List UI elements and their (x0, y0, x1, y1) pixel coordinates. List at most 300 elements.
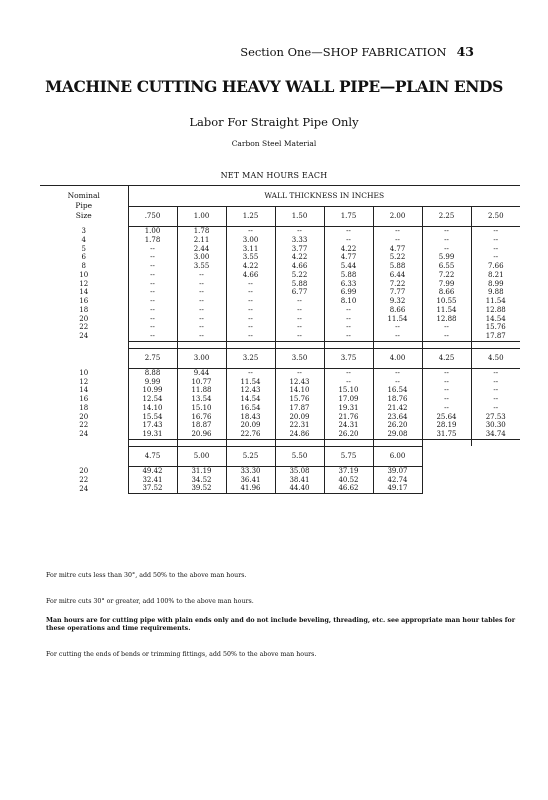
man-hours-cell: 4.22 (226, 262, 275, 271)
man-hours-cell: -- (150, 314, 155, 323)
man-hours-cell: -- (275, 306, 324, 315)
man-hours-cell: -- (275, 297, 324, 306)
thickness-header-cell: 4.00 (373, 348, 422, 368)
thickness-header-cell: 4.75 (128, 446, 177, 466)
man-hours-cell: 5.99 (422, 253, 471, 262)
man-hours-cell: 21.42 (373, 404, 422, 413)
material-label: Carbon Steel Material (231, 139, 317, 148)
table-row (40, 297, 520, 306)
spacer-cell (40, 439, 128, 446)
man-hours-cell: -- (422, 386, 471, 395)
man-hours-cell: 11.88 (177, 386, 226, 395)
man-hours-cell: -- (422, 404, 471, 413)
man-hours-cell: 11.54 (226, 378, 275, 387)
man-hours-cell: 28.19 (422, 421, 471, 430)
page-header (240, 44, 474, 59)
pipe-size-cell: 4 (40, 236, 128, 245)
man-hours-cell: -- (373, 378, 422, 387)
man-hours-cell: -- (226, 227, 275, 236)
thickness-header-cell: 3.00 (177, 348, 226, 368)
thickness-header-cell: 4.50 (471, 348, 520, 368)
man-hours-cell: 24.31 (324, 421, 373, 430)
man-hours-cell: 44.40 (275, 484, 324, 493)
man-hours-cell: -- (150, 305, 155, 314)
man-hours-cell: 31.75 (422, 430, 471, 439)
man-hours-cell: 10.99 (142, 386, 163, 395)
table-row (40, 476, 520, 485)
spacer-cell (275, 439, 324, 446)
thickness-header-cell: 1.25 (226, 207, 275, 227)
man-hours-cell: 30.30 (471, 421, 520, 430)
pipe-size-cell: 24 (40, 484, 128, 493)
man-hours-cell: 3.33 (275, 236, 324, 245)
size-blank-cell (40, 348, 128, 368)
pipe-size-cell: 5 (40, 245, 128, 254)
man-hours-cell: -- (226, 280, 275, 289)
man-hours-cell: -- (324, 306, 373, 315)
man-hours-cell: -- (177, 323, 226, 332)
thickness-header-cell: 3.50 (275, 348, 324, 368)
table-row (40, 245, 520, 254)
man-hours-cell: 49.42 (142, 466, 163, 475)
man-hours-cell: 27.53 (471, 413, 520, 422)
man-hours-cell: 19.31 (324, 404, 373, 413)
man-hours-cell: 26.20 (324, 430, 373, 439)
man-hours-cell: 8.66 (422, 288, 471, 297)
man-hours-cell: -- (422, 236, 471, 245)
man-hours-cell: -- (373, 236, 422, 245)
spacer-cell (177, 341, 226, 348)
thickness-header-cell: 1.75 (324, 207, 373, 227)
man-hours-cell: 23.64 (373, 413, 422, 422)
pipe-size-cell: 10 (40, 368, 128, 377)
man-hours-cell: -- (324, 227, 373, 236)
man-hours-cell: 22.31 (275, 421, 324, 430)
table-row (40, 484, 520, 493)
man-hours-cell: -- (275, 368, 324, 377)
table-row (40, 288, 520, 297)
man-hours-cell: 17.87 (275, 404, 324, 413)
note-plain-ends: Man hours are for cutting pipe with plain ends only and do not include beveling, threading, etc. see appropriate man hour tables for these operations and time requirements. (46, 617, 516, 632)
man-hours-cell: -- (422, 245, 471, 254)
spacer-cell (40, 341, 128, 348)
man-hours-cell: -- (128, 332, 177, 341)
man-hours-cell: -- (471, 386, 520, 395)
man-hours-cell: 46.62 (324, 484, 373, 493)
blank-cell (422, 484, 471, 493)
thickness-header-cell: 2.50 (471, 207, 520, 227)
table-row (40, 386, 520, 395)
man-hours-cell: -- (177, 288, 226, 297)
man-hours-cell: 6.44 (373, 271, 422, 280)
man-hours-cell: 20.09 (275, 413, 324, 422)
man-hours-cell: 12.88 (471, 306, 520, 315)
man-hours-cell: -- (422, 378, 471, 387)
man-hours-cell: 49.17 (373, 484, 422, 493)
man-hours-cell: 12.43 (275, 378, 324, 387)
thickness-header-cell: 1.50 (275, 207, 324, 227)
spacer-cell (471, 439, 520, 446)
section-spacer (40, 341, 520, 348)
thickness-header-cell: 6.00 (373, 446, 422, 466)
man-hours-cell: 3.11 (226, 245, 275, 254)
man-hours-cell: -- (275, 315, 324, 324)
man-hours-cell: 1.00 (144, 227, 161, 235)
thickness-header-cell: 3.25 (226, 348, 275, 368)
man-hours-cell: 5.88 (324, 271, 373, 280)
table-row (40, 421, 520, 430)
man-hours-cell: 8.66 (373, 306, 422, 315)
man-hours-cell: 2.11 (177, 236, 226, 245)
thickness-row (40, 348, 520, 368)
man-hours-cell: 5.22 (373, 253, 422, 262)
man-hours-cell: 40.52 (324, 476, 373, 485)
man-hours-cell: 35.08 (275, 466, 324, 475)
man-hours-cell: 6.55 (422, 262, 471, 271)
pipe-size-cell: 12 (40, 280, 128, 289)
man-hours-cell: 3.77 (275, 245, 324, 254)
man-hours-cell: -- (471, 236, 520, 245)
pipe-size-cell: 6 (40, 253, 128, 262)
man-hours-cell: -- (177, 315, 226, 324)
table-row (40, 323, 520, 332)
man-hours-cell: 37.19 (324, 466, 373, 475)
pipe-size-cell: 20 (40, 413, 128, 422)
page-title: MACHINE CUTTING HEAVY WALL PIPE—PLAIN ENDS (45, 77, 503, 96)
table-row (40, 430, 520, 439)
spacer-cell (128, 341, 177, 348)
man-hours-cell: 6.99 (324, 288, 373, 297)
man-hours-cell: -- (422, 332, 471, 341)
table-row (40, 262, 520, 271)
thickness-header-cell: 5.50 (275, 446, 324, 466)
man-hours-cell: 13.54 (177, 395, 226, 404)
blank-cell (422, 446, 471, 466)
man-hours-cell: -- (422, 368, 471, 377)
spacer-cell (324, 341, 373, 348)
man-hours-cell: -- (471, 368, 520, 377)
pipe-size-cell: 22 (40, 323, 128, 332)
man-hours-cell: 6.77 (275, 288, 324, 297)
page-number: 43 (456, 44, 474, 59)
man-hours-cell: -- (324, 315, 373, 324)
man-hours-cell: -- (177, 280, 226, 289)
man-hours-cell: 3.55 (226, 253, 275, 262)
note-bends-fittings: For cutting the ends of bends or trimming fittings, add 50% to the above man hours. (46, 651, 317, 658)
man-hours-cell: -- (150, 244, 155, 253)
man-hours-cell: 34.74 (471, 430, 520, 439)
table-row (40, 378, 520, 387)
thickness-header-cell: 5.00 (177, 446, 226, 466)
man-hours-cell: -- (275, 332, 324, 341)
man-hours-cell: -- (275, 323, 324, 332)
subtitle: Labor For Straight Pipe Only (189, 115, 359, 129)
man-hours-cell: 3.00 (177, 253, 226, 262)
man-hours-cell: 8.21 (471, 271, 520, 280)
man-hours-cell: 5.22 (275, 271, 324, 280)
man-hours-cell: -- (150, 288, 155, 297)
table-row (40, 227, 520, 236)
table-row (40, 413, 520, 422)
spacer-cell (128, 439, 177, 446)
blank-cell (471, 484, 520, 493)
thickness-header-cell: 4.25 (422, 348, 471, 368)
pipe-size-cell: 14 (40, 288, 128, 297)
pipe-size-cell: 3 (40, 227, 128, 236)
man-hours-cell: 16.54 (226, 404, 275, 413)
man-hours-cell: 21.76 (324, 413, 373, 422)
man-hours-cell: -- (471, 227, 520, 236)
man-hours-cell: 15.76 (275, 395, 324, 404)
thickness-header-cell: 2.75 (128, 348, 177, 368)
spacer-cell (373, 439, 422, 446)
man-hours-cell: -- (150, 279, 155, 288)
man-hours-cell: 9.88 (471, 288, 520, 297)
pipe-size-cell: 8 (40, 262, 128, 271)
man-hours-cell: 15.76 (471, 323, 520, 332)
spacer-cell (226, 439, 275, 446)
man-hours-cell: 9.32 (373, 297, 422, 306)
pipe-size-cell: 22 (40, 476, 128, 485)
man-hours-cell: -- (373, 227, 422, 236)
man-hours-cell: 15.10 (324, 386, 373, 395)
man-hours-cell: -- (373, 368, 422, 377)
man-hours-cell: -- (226, 288, 275, 297)
man-hours-cell: 4.66 (275, 262, 324, 271)
man-hours-cell: 15.10 (177, 404, 226, 413)
man-hours-cell: 12.88 (422, 315, 471, 324)
pipe-size-cell: 20 (40, 315, 128, 324)
table-row (40, 253, 520, 262)
man-hours-cell: 8.88 (144, 368, 161, 377)
note-mitre-30-or-greater: For mitre cuts 30° or greater, add 100% to the above man hours. (46, 598, 254, 605)
man-hours-cell: 17.43 (142, 421, 163, 430)
nominal-pipe-size-label: Nominal Pipe Size (67, 191, 100, 221)
man-hours-cell: 16.76 (177, 413, 226, 422)
man-hours-cell: 42.74 (373, 476, 422, 485)
man-hours-cell: -- (471, 245, 520, 254)
man-hours-cell: -- (150, 270, 155, 279)
table-row (40, 271, 520, 280)
spacer-cell (373, 341, 422, 348)
table-row (40, 404, 520, 413)
man-hours-cell: 3.00 (226, 236, 275, 245)
man-hours-cell: 5.88 (373, 262, 422, 271)
man-hours-cell: 12.43 (226, 386, 275, 395)
man-hours-cell: 31.19 (177, 466, 226, 475)
man-hours-cell: -- (422, 395, 471, 404)
blank-cell (471, 466, 520, 475)
thickness-header-cell: 2.25 (422, 207, 471, 227)
man-hours-cell: -- (373, 323, 422, 332)
pipe-size-cell: 10 (40, 271, 128, 280)
man-hours-cell: 5.88 (275, 280, 324, 289)
pipe-size-cell: 14 (40, 386, 128, 395)
man-hours-cell: 22.76 (226, 430, 275, 439)
man-hours-cell: 1.78 (177, 227, 226, 236)
man-hours-cell: -- (324, 368, 373, 377)
man-hours-cell: 39.07 (373, 466, 422, 475)
man-hours-cell: -- (177, 271, 226, 280)
table-row (40, 306, 520, 315)
man-hours-cell: -- (471, 404, 520, 413)
man-hours-cell: 18.43 (226, 413, 275, 422)
man-hours-cell: -- (226, 315, 275, 324)
man-hours-cell: 5.44 (324, 262, 373, 271)
man-hours-cell: 16.54 (373, 386, 422, 395)
spacer-cell (471, 341, 520, 348)
spacer-cell (275, 341, 324, 348)
man-hours-cell: 7.99 (422, 280, 471, 289)
man-hours-cell: -- (150, 262, 155, 270)
man-hours-cell: 4.77 (373, 245, 422, 254)
wall-thickness-header: WALL THICKNESS IN INCHES (128, 186, 520, 207)
man-hours-cell: -- (373, 332, 422, 341)
table-row (40, 280, 520, 289)
man-hours-cell: 38.41 (275, 476, 324, 485)
man-hours-cell: -- (226, 332, 275, 341)
blank-cell (471, 446, 520, 466)
man-hours-cell: 7.66 (471, 262, 520, 271)
pipe-size-cell: 24 (40, 332, 128, 341)
man-hours-cell: 10.55 (422, 297, 471, 306)
man-hours-cell: 6.33 (324, 280, 373, 289)
spacer-cell (422, 439, 471, 446)
man-hours-cell: -- (471, 253, 520, 262)
man-hours-cell: 39.52 (177, 484, 226, 493)
man-hours-cell: 25.64 (422, 413, 471, 422)
man-hours-cell: 7.22 (422, 271, 471, 280)
man-hours-cell: 18.87 (177, 421, 226, 430)
pipe-size-cell: 22 (40, 421, 128, 430)
table-row (40, 368, 520, 377)
man-hours-cell: 4.77 (324, 253, 373, 262)
thickness-header-cell: 3.75 (324, 348, 373, 368)
man-hours-cell: -- (275, 227, 324, 236)
man-hours-cell: 11.54 (373, 315, 422, 324)
spacer-cell (422, 341, 471, 348)
man-hours-cell: -- (324, 332, 373, 341)
man-hours-cell: 2.44 (177, 245, 226, 254)
blank-cell (471, 476, 520, 485)
man-hours-cell: 15.54 (142, 412, 163, 421)
man-hours-cell: -- (471, 378, 520, 387)
thickness-header-cell: 5.75 (324, 446, 373, 466)
man-hours-cell: 24.86 (275, 430, 324, 439)
table-row (40, 315, 520, 324)
pipe-size-cell: 12 (40, 378, 128, 387)
thickness-header-cell: .750 (128, 207, 177, 227)
man-hours-cell: -- (324, 323, 373, 332)
man-hours-cell: -- (422, 227, 471, 236)
spacer-cell (177, 439, 226, 446)
man-hours-cell: -- (177, 306, 226, 315)
man-hours-cell: 33.30 (226, 466, 275, 475)
man-hours-cell: 14.54 (226, 395, 275, 404)
man-hours-cell: 8.10 (324, 297, 373, 306)
man-hours-cell: 37.52 (128, 484, 177, 493)
size-blank-cell (40, 446, 128, 466)
man-hours-cell: -- (226, 297, 275, 306)
man-hours-cell: 14.10 (142, 403, 163, 412)
man-hours-cell: 34.52 (177, 476, 226, 485)
man-hours-cell: 41.96 (226, 484, 275, 493)
man-hours-cell: 20.09 (226, 421, 275, 430)
man-hours-cell: 20.96 (177, 430, 226, 439)
man-hours-cell: -- (324, 378, 373, 387)
nominal-pipe-size-header (40, 186, 128, 227)
man-hours-cell: 11.54 (471, 297, 520, 306)
thickness-header-cell: 1.00 (177, 207, 226, 227)
man-hours-cell: 14.54 (471, 315, 520, 324)
blank-cell (422, 476, 471, 485)
man-hours-cell: 17.09 (324, 395, 373, 404)
thickness-header-cell: 2.00 (373, 207, 422, 227)
spacer-cell (226, 341, 275, 348)
table-row (40, 466, 520, 475)
man-hours-cell: 9.99 (144, 377, 161, 386)
table-row (40, 332, 520, 341)
pipe-size-cell: 18 (40, 404, 128, 413)
man-hours-cell: -- (471, 395, 520, 404)
pipe-size-cell: 18 (40, 306, 128, 315)
man-hours-cell: -- (177, 332, 226, 341)
man-hours-cell: -- (177, 297, 226, 306)
man-hours-cell: 4.66 (226, 271, 275, 280)
man-hours-cell: 8.99 (471, 280, 520, 289)
man-hours-cell: 19.31 (128, 430, 177, 439)
thickness-header-cell: 5.25 (226, 446, 275, 466)
blank-cell (422, 466, 471, 475)
table-row (40, 236, 520, 245)
man-hours-cell: -- (226, 368, 275, 377)
man-hours-cell: 26.20 (373, 421, 422, 430)
man-hours-cell: -- (150, 253, 155, 262)
pipe-size-cell: 20 (40, 466, 128, 475)
man-hours-cell: 4.22 (324, 245, 373, 254)
man-hours-cell: -- (150, 297, 155, 305)
pipe-size-cell: 24 (40, 430, 128, 439)
table-row (40, 395, 520, 404)
man-hours-cell: 18.76 (373, 395, 422, 404)
note-mitre-less-30: For mitre cuts less than 30°, add 50% to the above man hours. (46, 572, 247, 579)
man-hours-cell: 3.55 (177, 262, 226, 271)
thickness-row (40, 446, 520, 466)
section-label: Section One—SHOP FABRICATION (240, 45, 447, 59)
man-hours-cell: -- (150, 323, 155, 332)
man-hours-cell: 10.77 (177, 378, 226, 387)
man-hours-cell: 11.54 (422, 306, 471, 315)
spacer-cell (324, 439, 373, 446)
man-hours-cell: -- (226, 306, 275, 315)
pipe-size-cell: 16 (40, 297, 128, 306)
man-hours-cell: 14.10 (275, 386, 324, 395)
section-spacer (40, 439, 520, 446)
man-hours-cell: 29.08 (373, 430, 422, 439)
man-hours-cell: 7.22 (373, 280, 422, 289)
man-hours-table (40, 185, 520, 494)
man-hours-cell: -- (422, 323, 471, 332)
unit-heading: NET MAN HOURS EACH (220, 171, 328, 180)
pipe-size-cell: 16 (40, 395, 128, 404)
man-hours-cell: 12.54 (142, 395, 163, 403)
man-hours-cell: 4.22 (275, 253, 324, 262)
header-row (40, 186, 520, 207)
man-hours-cell: 36.41 (226, 476, 275, 485)
man-hours-cell: 9.44 (177, 368, 226, 377)
man-hours-cell: 32.41 (142, 475, 163, 484)
man-hours-cell: -- (324, 236, 373, 245)
